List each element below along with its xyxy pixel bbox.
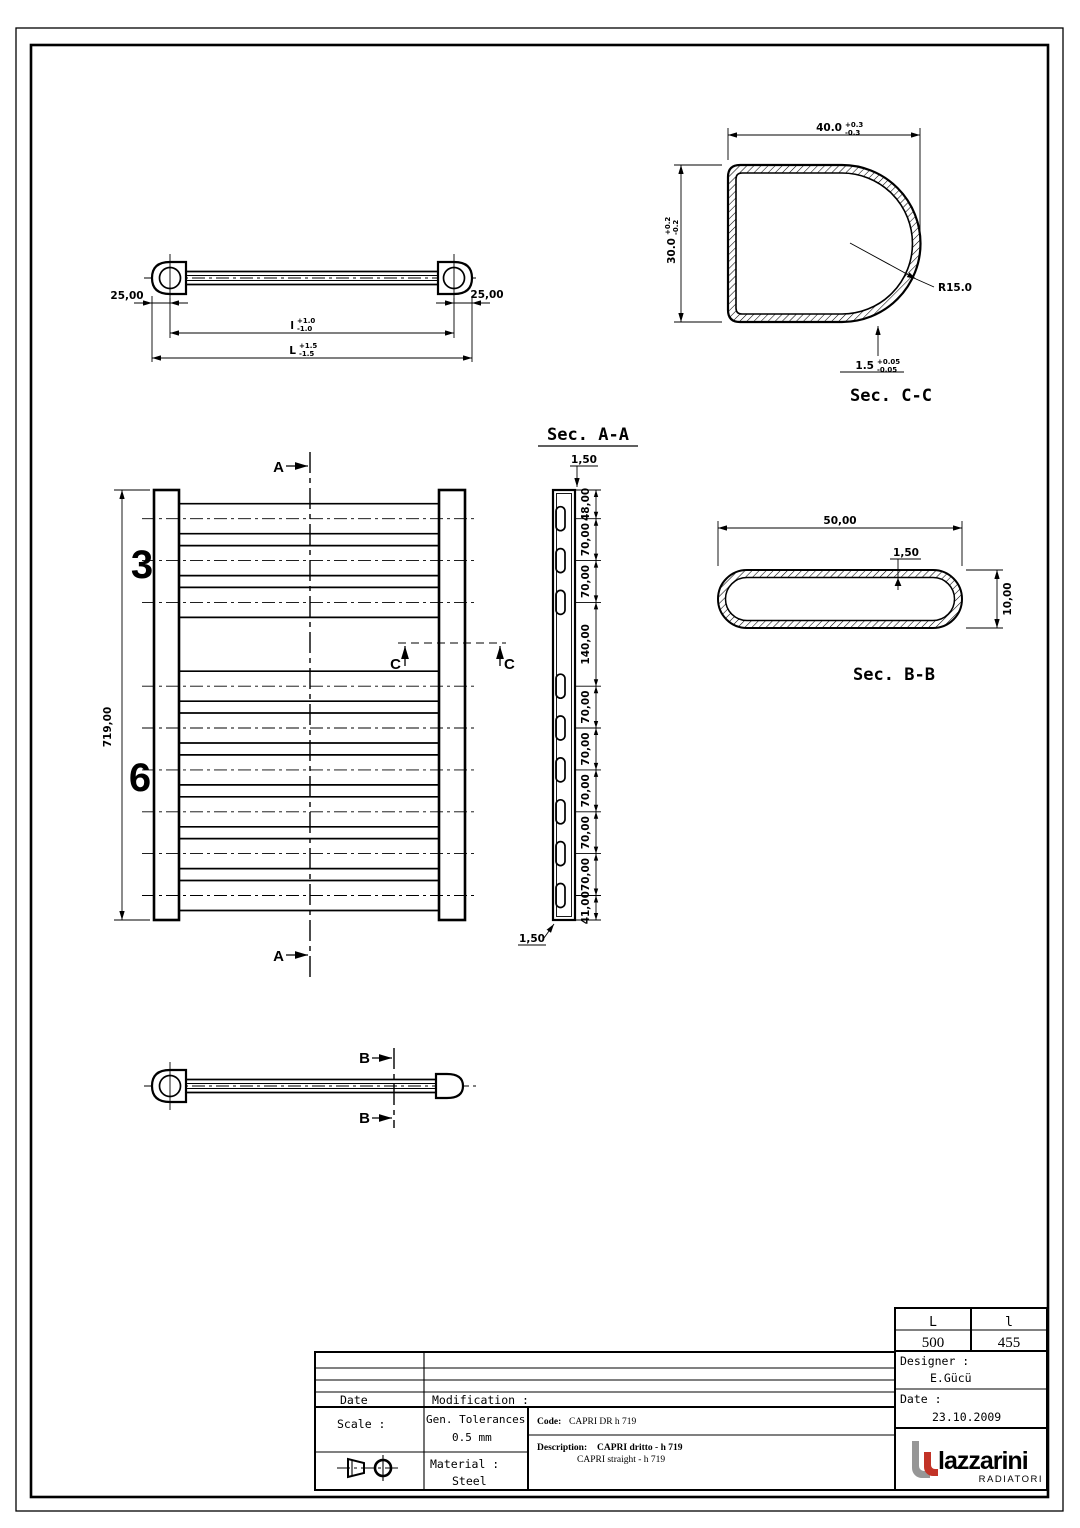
- chain-arrow: [594, 595, 598, 602]
- aa-wall-top: 1,50: [571, 454, 597, 466]
- chain-arrow: [594, 686, 598, 693]
- aa-wall-bottom: 1,50: [519, 933, 545, 945]
- cc-radius-label: R15.0: [938, 282, 972, 294]
- dim-height-719: 719,00: [102, 706, 114, 748]
- date-value: 23.10.2009: [932, 1410, 1002, 1424]
- size-value-L: 500: [921, 1335, 945, 1351]
- chain-arrow: [594, 519, 598, 526]
- chain-dim-label: 70,00: [580, 690, 592, 724]
- chain-arrow: [594, 602, 598, 609]
- brand-subtitle: RADIATORI: [978, 1474, 1043, 1485]
- description-value-english: CAPRI straight - h 719: [577, 1455, 666, 1465]
- tolerances-label: Gen. Tolerances: [426, 1413, 526, 1426]
- dim-l-tol-minus: -1.0: [297, 325, 313, 333]
- scale-label: Scale :: [337, 1417, 386, 1431]
- chain-dim-label: 140,00: [580, 624, 592, 665]
- cc-width-value: 40.0: [816, 122, 842, 134]
- bottom-view-linework: [144, 1048, 478, 1128]
- cc-width-tol-plus: +0.3: [845, 121, 864, 129]
- sec-bb-linework: [718, 521, 1003, 628]
- chain-arrow: [594, 812, 598, 819]
- designer-value: E.Gücü: [930, 1371, 972, 1385]
- chain-arrow: [594, 889, 598, 896]
- chain-arrow: [594, 770, 598, 777]
- designer-label: Designer :: [900, 1354, 970, 1368]
- section-c-label-right: C: [504, 656, 515, 673]
- chain-arrow: [594, 679, 598, 686]
- chain-arrow: [594, 913, 598, 920]
- chain-dim-label: 70,00: [580, 564, 592, 599]
- dim-l-value: l: [290, 320, 294, 332]
- cc-height-tol-minus: -0.2: [672, 219, 680, 235]
- sec-cc-view: [664, 121, 972, 406]
- section-b-label-top: B: [359, 1050, 370, 1067]
- dim-25-left: 25,00: [110, 290, 144, 302]
- brand-name: lazzarini: [938, 1447, 1028, 1475]
- logo-mark-red: [924, 1452, 938, 1476]
- cc-wall-tol-minus: -0.05: [877, 366, 898, 374]
- section-a-label-top: A: [273, 459, 284, 476]
- date-label: Date :: [900, 1392, 942, 1406]
- description-label: Description:: [537, 1443, 588, 1453]
- cc-wall-value: 1.5: [855, 360, 874, 372]
- chain-arrow: [594, 896, 598, 903]
- revision-modification-header: Modification :: [432, 1393, 529, 1407]
- section-b-label-bottom: B: [359, 1110, 370, 1127]
- size-header-l: l: [1005, 1315, 1013, 1330]
- cc-height-tol-plus: +0.2: [664, 216, 672, 235]
- chain-arrow: [594, 561, 598, 568]
- chain-arrow: [594, 512, 598, 519]
- code-label: Code:: [537, 1417, 562, 1427]
- sec-cc-linework: [674, 128, 934, 372]
- first-angle-projection-icon: [337, 1455, 398, 1481]
- sec-cc-title: Sec. C-C: [850, 386, 932, 406]
- code-value: CAPRI DR h 719: [569, 1417, 637, 1427]
- generated-rungs-slots-chain: [142, 488, 601, 925]
- tolerances-value: 0.5 mm: [452, 1431, 492, 1444]
- bottom-view: [144, 1048, 478, 1128]
- tube-count-top: 3: [130, 543, 154, 587]
- section-c-label-left: C: [390, 656, 401, 673]
- dim-L-tol-minus: -1.5: [299, 350, 315, 358]
- size-value-l: 455: [997, 1335, 1021, 1351]
- sec-bb-view: [718, 515, 1014, 685]
- chain-arrow: [594, 490, 598, 497]
- chain-arrow: [594, 763, 598, 770]
- bb-width: 50,00: [823, 515, 857, 527]
- chain-dim-label: 70,00: [580, 816, 592, 850]
- chain-dim-label: 70,00: [580, 857, 592, 892]
- dim-25-right: 25,00: [470, 289, 504, 301]
- chain-dim-label: 70,00: [580, 732, 592, 766]
- bb-wall: 1,50: [893, 547, 919, 559]
- dim-l-tol-plus: +1.0: [297, 317, 316, 325]
- chain-arrow: [594, 554, 598, 561]
- chain-dim-label: 48,00: [580, 487, 592, 522]
- section-a-label-bottom: A: [273, 948, 284, 965]
- sec-aa-title: Sec. A-A: [547, 425, 629, 445]
- cc-wall-tol-plus: +0.05: [877, 358, 901, 366]
- chain-arrow: [594, 854, 598, 861]
- description-value-italian: CAPRI dritto - h 719: [597, 1443, 683, 1453]
- chain-dim-label: 70,00: [580, 522, 592, 557]
- size-header-L: L: [929, 1315, 937, 1330]
- material-label: Material :: [430, 1457, 500, 1471]
- front-view-linework: [114, 452, 506, 978]
- sec-bb-title: Sec. B-B: [853, 665, 935, 685]
- chain-arrow: [594, 805, 598, 812]
- dim-L-tol-plus: +1.5: [299, 342, 318, 350]
- cc-width-tol-minus: -0.3: [845, 129, 861, 137]
- tube-count-bottom: 6: [128, 756, 152, 800]
- title-block: [315, 1308, 1047, 1490]
- material-value: Steel: [452, 1474, 487, 1488]
- chain-arrow: [594, 728, 598, 735]
- chain-arrow: [594, 721, 598, 728]
- bb-height: 10,00: [1002, 582, 1014, 616]
- chain-arrow: [594, 847, 598, 854]
- revision-date-header: Date: [340, 1393, 368, 1407]
- cc-height-value: 30.0: [666, 238, 678, 264]
- lazzarini-logo: [912, 1441, 1043, 1485]
- chain-dim-label: 70,00: [580, 774, 592, 808]
- dim-L-value: L: [289, 345, 296, 357]
- front-view: [102, 452, 515, 978]
- top-view: [110, 254, 503, 362]
- chain-dim-label: 41,00: [580, 891, 592, 925]
- sec-aa-view: [142, 425, 638, 945]
